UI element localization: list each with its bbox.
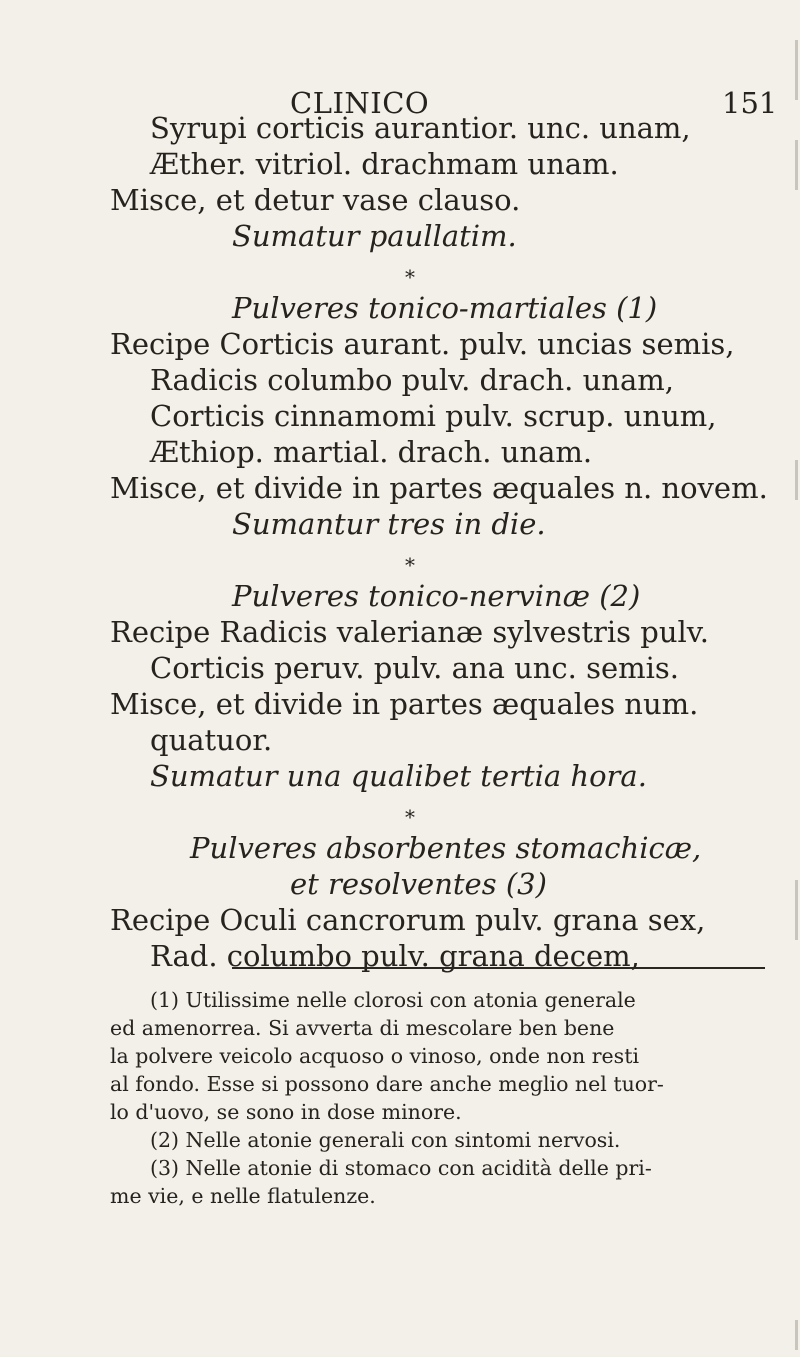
section-heading: Pulveres tonico-nervinæ (2) [232,579,641,613]
text-line: Rad. columbo pulv. grana decem, [150,939,640,973]
page-number: 151 [722,86,778,120]
page-edge-shadow [795,140,798,190]
section-separator: * [405,265,415,289]
text-line: quatuor. [150,723,273,757]
text-line: Misce, et detur vase clauso. [110,183,521,217]
text-line: Æthiop. martial. drach. unam. [150,435,593,469]
instruction-line: Sumatur paullatim. [232,219,517,253]
text-line: Misce, et divide in partes æquales n. novem. [110,471,768,505]
section-separator: * [405,805,415,829]
section-separator: * [405,553,415,577]
text-line: Corticis cinnamomi pulv. scrup. unum, [150,399,717,433]
text-line: Corticis peruv. pulv. ana unc. semis. [150,651,680,685]
footnote-line: ed amenorrea. Si avverta di mescolare ben bene [110,1016,615,1040]
footnote-line: (3) Nelle atonie di stomaco con acidità delle pri- [150,1156,652,1180]
footnote-line: la polvere veicolo acquoso o vinoso, onde non resti [110,1044,639,1068]
footnote-rule [232,967,765,969]
page-edge-shadow [795,880,798,940]
instruction-line: Sumantur tres in die. [232,507,546,541]
page-edge-shadow [795,460,798,500]
footnote-line: lo d'uovo, se sono in dose minore. [110,1100,462,1124]
page-edge-shadow [795,40,798,100]
instruction-line: Sumatur una qualibet tertia hora. [150,759,647,793]
footnote-line: al fondo. Esse si possono dare anche meglio nel tuor- [110,1072,664,1096]
running-title: CLINICO [290,86,430,120]
text-line: Recipe Corticis aurant. pulv. uncias semis, [110,327,735,361]
section-heading [232,290,657,326]
section-heading: Pulveres absorbentes stomachicæ, [190,831,702,865]
text-line: Syrupi corticis aurantior. unc. unam, [150,111,691,145]
text-line: Misce, et divide in partes æquales num. [110,687,699,721]
text-line: Recipe Radicis valerianæ sylvestris pulv. [110,615,709,649]
section-heading-title: Pulveres tonico-martiales (1) [232,291,658,325]
page-edge-shadow [795,1320,798,1350]
footnote-line: (1) Utilissime nelle clorosi con atonia generale [150,988,636,1012]
footnote-line: me vie, e nelle flatulenze. [110,1184,376,1208]
text-line: Recipe Oculi cancrorum pulv. grana sex, [110,903,706,937]
text-line: Radicis columbo pulv. drach. unam, [150,363,674,397]
text-line: Æther. vitriol. drachmam unam. [150,147,619,181]
section-heading: et resolventes (3) [290,867,547,901]
footnote-line: (2) Nelle atonie generali con sintomi nervosi. [150,1128,621,1152]
